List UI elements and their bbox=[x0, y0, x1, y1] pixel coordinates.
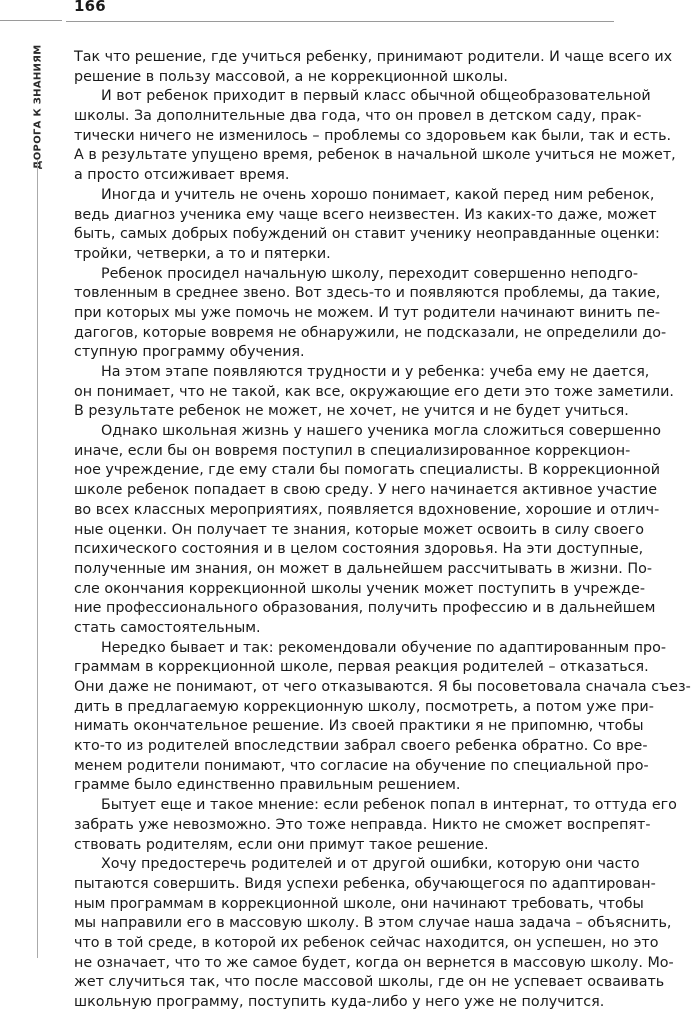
text-line: тически ничего не изменилось – проблемы со здоровьем как были, так и есть. bbox=[74, 127, 672, 144]
text-line: пытаются совершить. Видя успехи ребенка, обучающегося по адаптирован- bbox=[74, 875, 656, 892]
text-line: менем родители понимают, что согласие на обучение по специальной про- bbox=[74, 757, 649, 774]
text-line: во всех классных мероприятиях, появляется вдохновение, хорошие и отлич- bbox=[74, 501, 660, 518]
text-line: быть, самых добрых побуждений он ставит ученику неоправданные оценки: bbox=[74, 226, 660, 243]
text-line: А в результате упущено время, ребенок в начальной школе учиться не может, bbox=[74, 147, 676, 164]
text-line: Ребенок просидел начальную школу, переходит совершенно неподго- bbox=[101, 265, 638, 282]
text-line: Бытует еще и такое мнение: если ребенок попал в интернат, то оттуда его bbox=[101, 797, 677, 814]
text-line: забрать уже невозможно. Это тоже неправда. Никто не сможет воспрепят- bbox=[74, 816, 651, 833]
text-line: тройки, четверки, а то и пятерки. bbox=[74, 245, 331, 262]
text-line: ступную программу обучения. bbox=[74, 344, 305, 361]
text-line: дагогов, которые вовремя не обнаружили, не подсказали, не определили до- bbox=[74, 324, 667, 341]
text-line: школьную программу, поступить куда-либо у него уже не получится. bbox=[74, 994, 605, 1010]
text-line: психического состояния и в целом состояния здоровья. На эти доступные, bbox=[74, 541, 644, 558]
text-line: ные оценки. Он получает те знания, которые может освоить в силу своего bbox=[74, 521, 645, 538]
text-line: ным программам в коррекционной школе, они начинают требовать, чтобы bbox=[74, 895, 644, 912]
text-line: иначе, если бы он вовремя поступил в специализированное коррекцион- bbox=[74, 442, 631, 459]
running-title bbox=[30, 44, 46, 170]
text-line: В результате ребенок не может, не хочет, не учится и не будет учиться. bbox=[74, 403, 629, 420]
side-line bbox=[37, 160, 38, 958]
text-line: Так что решение, где учиться ребенку, принимают родители. И чаще всего их bbox=[74, 49, 673, 65]
text-line: полученные им знания, он может в дальнейшем рассчитывать в жизни. По- bbox=[74, 560, 652, 577]
text-line: Нередко бывает и так: рекомендовали обучение по адаптированным про- bbox=[101, 639, 666, 656]
text-line: при которых мы уже помочь не можем. И тут родители начинают винить пе- bbox=[74, 304, 661, 321]
text-line: дить в предлагаемую коррекционную школу, посмотреть, а потом уже при- bbox=[74, 698, 654, 715]
text-line: кто-то из родителей впоследствии забрал своего ребенка обратно. Со вре- bbox=[74, 738, 648, 755]
text-line: мы направили его в массовую школу. В этом случае наша задача – объяснить, bbox=[74, 915, 672, 932]
page-number: 166 bbox=[74, 0, 106, 15]
text-line: решение в пользу массовой, а не коррекционной школы. bbox=[74, 68, 508, 85]
text-body bbox=[74, 48, 691, 1013]
text-line: Однако школьная жизнь у нашего ученика могла сложиться совершенно bbox=[101, 423, 662, 440]
text-line: На этом этапе появляются трудности и у ребенка: учеба ему не дается, bbox=[101, 364, 650, 380]
text-line: нимать окончательное решение. Из своей практики я не припомню, чтобы bbox=[74, 718, 644, 735]
header-rule bbox=[66, 21, 614, 22]
text-line: что в той среде, в которой их ребенок сейчас находится, он успешен, но это bbox=[74, 934, 659, 951]
text-line: школе ребенок попадает в свою среду. У него начинается активное участие bbox=[74, 482, 658, 499]
text-line: ние профессионального образования, получить профессию и в дальнейшем bbox=[74, 600, 656, 617]
running-title-text: ДОРОГА К ЗНАНИЯМ bbox=[32, 44, 44, 170]
text-line: не означает, что то же самое будет, когда он вернется в массовую школу. Мо- bbox=[74, 954, 674, 971]
text-line: граммам в коррекционной школе, первая реакция родителей – отказаться. bbox=[74, 659, 649, 676]
text-line: Они даже не понимают, от чего отказываются. Я бы посоветовала сначала съез- bbox=[74, 679, 691, 695]
text-line: ное учреждение, где ему стали бы помогать специалисты. В коррекционной bbox=[74, 462, 660, 479]
text-line: И вот ребенок приходит в первый класс обычной общеобразовательной bbox=[101, 88, 651, 105]
text-line: Иногда и учитель не очень хорошо понимает, какой перед ним ребенок, bbox=[101, 186, 655, 203]
text-line: стать самостоятельным. bbox=[74, 619, 261, 636]
text-line: а просто отсиживает время. bbox=[74, 167, 290, 184]
text-line: товленным в среднее звено. Вот здесь-то и появляются проблемы, да такие, bbox=[74, 285, 661, 302]
text-line: ведь диагноз ученика ему чаще всего неизвестен. Из каких-то даже, может bbox=[74, 206, 657, 223]
text-line: жет случиться так, что после массовой школы, где он не успевает осваивать bbox=[74, 974, 665, 991]
text-line: школы. За дополнительные два года, что он провел в детском саду, прак- bbox=[74, 108, 642, 125]
text-line: ствовать родителям, если они примут такое решение. bbox=[74, 836, 489, 853]
text-line: он понимает, что не такой, как все, окружающие его дети это тоже заметили. bbox=[74, 383, 674, 400]
side-rule bbox=[0, 20, 62, 21]
text-line: Хочу предостеречь родителей и от другой ошибки, которую они часто bbox=[101, 856, 640, 873]
text-line: грамме было единственно правильным решением. bbox=[74, 777, 461, 794]
text-line: сле окончания коррекционной школы ученик может поступить в учрежде- bbox=[74, 580, 646, 597]
